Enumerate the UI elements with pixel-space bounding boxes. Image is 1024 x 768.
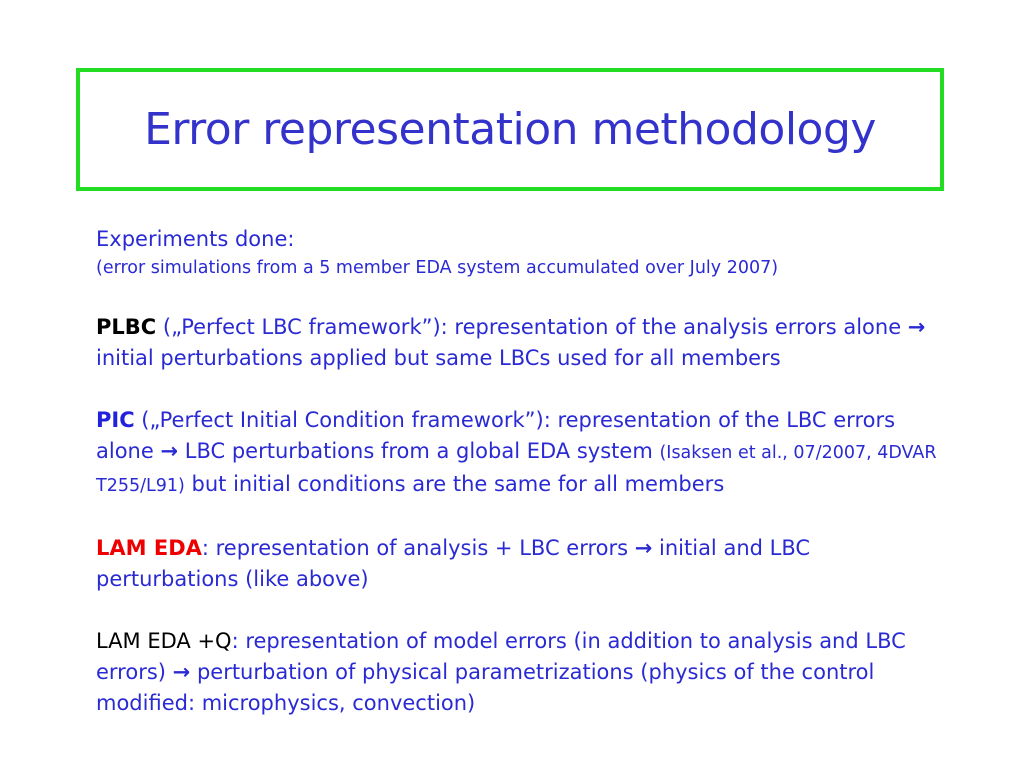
lam-eda-keyword: LAM EDA [96,536,202,560]
intro-section [96,224,946,281]
lam-eda-q-text-b: perturbation of physical parametrizations (physics of the control modified: microphysics, convection) [96,660,875,715]
pic-keyword: PIC [96,408,135,432]
pic-text-c: but initial conditions are the same for all members [184,472,725,496]
slide-body [96,224,946,719]
lam-eda-paragraph [96,533,946,595]
arrow-icon: → [634,536,653,560]
slide-title: Error representation methodology [144,104,876,155]
lam-eda-q-keyword: LAM EDA +Q [96,629,232,653]
plbc-paragraph [96,312,946,374]
lam-eda-text-b: initial and LBC perturbations (like above) [96,536,811,591]
lam-eda-q-paragraph [96,626,946,719]
pic-citation: (Isaksen et al., 07/2007, 4DVAR T255/L91) [96,443,937,496]
arrow-icon: → [160,439,179,463]
intro-heading: Experiments done: [96,227,295,251]
pic-paragraph [96,405,946,502]
title-box [76,68,944,191]
pic-text-b: LBC perturbations from a global EDA system [178,439,660,463]
pic-text-a: („Perfect Initial Condition framework”): representation of the LBC errors alone [96,408,896,463]
plbc-keyword: PLBC [96,315,157,339]
plbc-text-a: („Perfect LBC framework”): representation of the analysis errors alone [156,315,908,339]
arrow-icon: → [907,315,926,339]
plbc-text-b: initial perturbations applied but same LBCs used for all members [96,346,781,370]
arrow-icon: → [172,660,191,684]
lam-eda-q-text-a: : representation of model errors (in addition to analysis and LBC errors) [96,629,906,684]
intro-note: (error simulations from a 5 member EDA system accumulated over July 2007) [96,258,779,278]
lam-eda-text-a: : representation of analysis + LBC errors [201,536,635,560]
